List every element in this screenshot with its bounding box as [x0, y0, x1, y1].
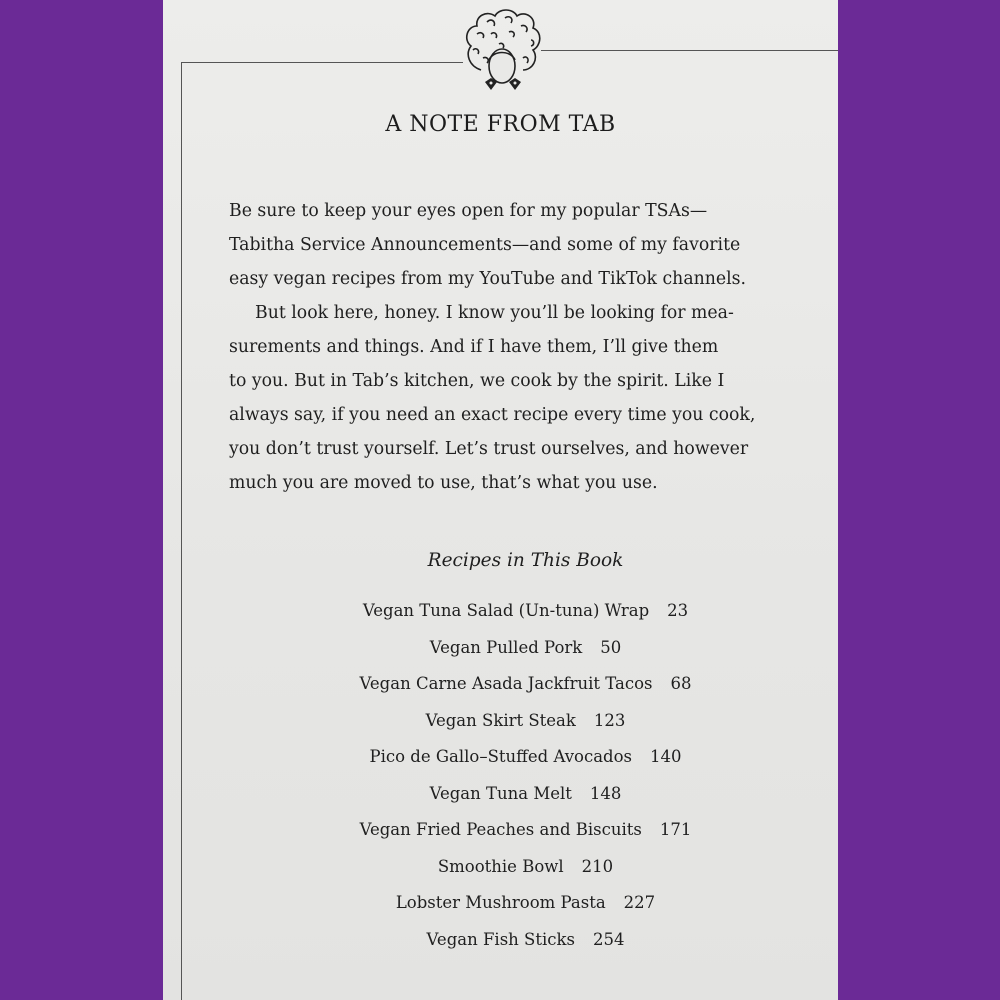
recipe-item: [163, 742, 838, 779]
text-line: you don’t trust yourself. Let’s trust ourselves, and however: [229, 439, 749, 459]
recipe-item: [163, 633, 838, 670]
recipe-page-number: 140: [650, 747, 682, 766]
recipes-heading: Recipes in This Book: [427, 550, 624, 571]
text-line: Be sure to keep your eyes open for my popular TSAs—: [229, 201, 708, 221]
recipe-item: [163, 596, 838, 633]
recipe-item: [163, 815, 838, 852]
recipe-item: [163, 888, 838, 925]
page-title: A NOTE FROM TAB: [385, 112, 616, 137]
recipe-item: [163, 852, 838, 889]
recipe-name: Vegan Tuna Melt: [429, 783, 572, 803]
recipe-page-number: 50: [600, 637, 622, 657]
recipe-name: Vegan Carne Asada Jackfruit Tacos: [359, 674, 653, 693]
recipe-page-number: 254: [592, 929, 625, 949]
text-line: surements and things. And if I have them, I’ll give them: [229, 337, 719, 357]
recipe-name: Vegan Pulled Pork: [429, 637, 583, 657]
note-body: [229, 194, 809, 500]
recipe-list: [163, 596, 838, 961]
recipe-name: Vegan Skirt Steak: [425, 710, 576, 730]
recipe-name: Pico de Gallo–Stuffed Avocados: [369, 747, 633, 766]
text-line: But look here, honey. I know you’ll be looking for mea-: [255, 303, 734, 323]
text-line: to you. But in Tab’s kitchen, we cook by the spirit. Like I: [229, 371, 725, 391]
paragraph-1: [229, 194, 809, 296]
text-line: much you are moved to use, that’s what you use.: [229, 473, 658, 493]
curly-hair-woman-icon: [461, 6, 543, 98]
recipe-page-number: 123: [593, 710, 626, 730]
recipe-page-number: 227: [623, 893, 656, 912]
recipe-name: Lobster Mushroom Pasta: [395, 893, 606, 912]
recipe-item: [163, 925, 838, 962]
recipe-name: Vegan Fried Peaches and Biscuits: [359, 820, 642, 839]
book-page: [163, 0, 838, 1000]
text-line: always say, if you need an exact recipe every time you cook,: [229, 405, 756, 425]
frame-line-top-right: [541, 50, 838, 51]
recipe-item: [163, 669, 838, 706]
text-line: Tabitha Service Announcements—and some of my favorite: [229, 235, 741, 255]
recipe-page-number: 68: [670, 674, 692, 693]
paragraph-2: [229, 296, 809, 500]
recipe-page-number: 210: [581, 856, 614, 876]
recipe-name: Vegan Tuna Salad (Un-tuna) Wrap: [362, 601, 650, 620]
recipe-item: [163, 779, 838, 816]
recipe-name: Smoothie Bowl: [437, 856, 564, 876]
recipe-item: [163, 706, 838, 743]
frame-line-top-left: [181, 62, 463, 63]
recipe-page-number: 171: [659, 820, 692, 839]
recipe-page-number: 148: [589, 783, 622, 803]
recipe-page-number: 23: [667, 601, 689, 620]
recipe-name: Vegan Fish Sticks: [426, 929, 575, 949]
text-line: easy vegan recipes from my YouTube and TikTok channels.: [229, 269, 746, 289]
